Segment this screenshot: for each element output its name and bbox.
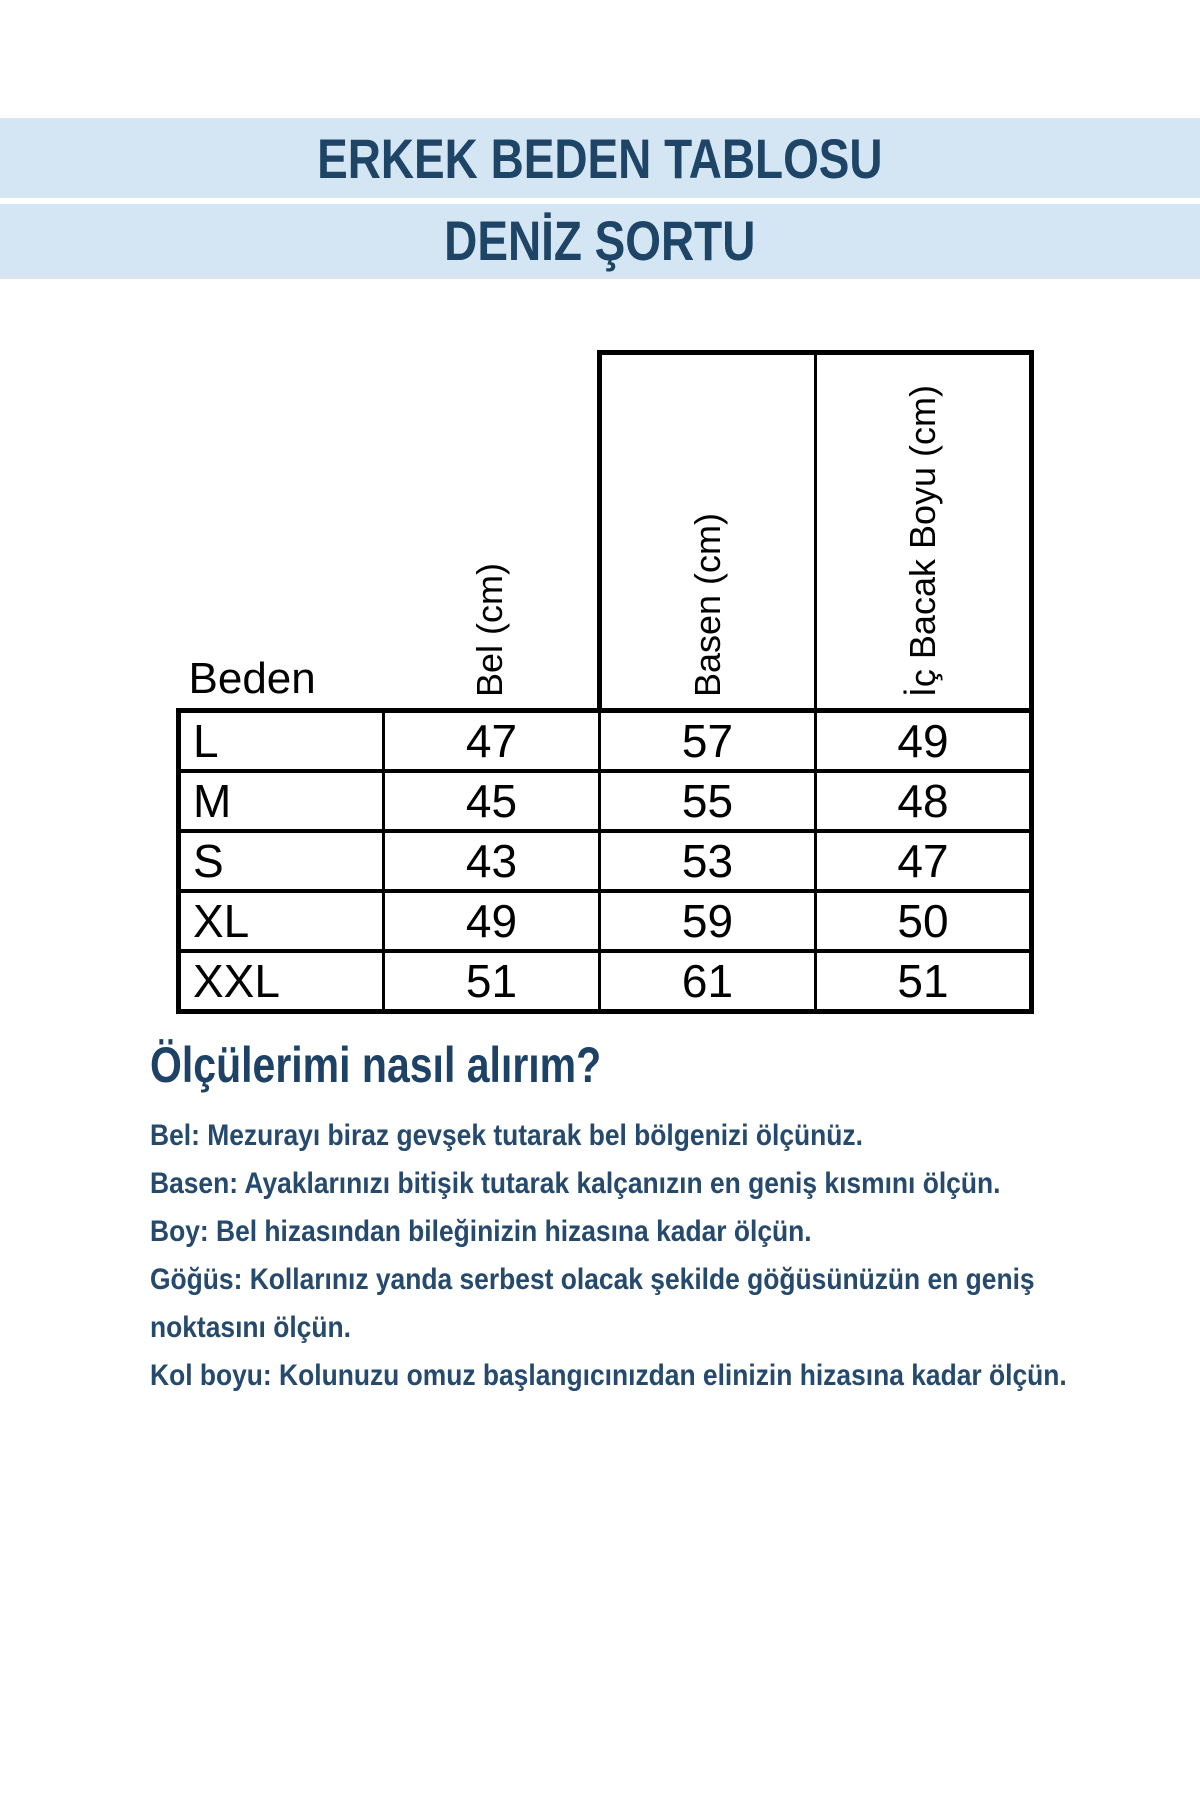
ic-bacak-value: 50 (816, 891, 1032, 951)
table-row-l (179, 711, 1032, 772)
instruction-line-kol-boyu: Kol boyu: Kolunuzu omuz başlangıcınızdan elinizin hizasına kadar ölçün. (150, 1359, 1067, 1392)
table-row-m (179, 771, 1032, 831)
size-label: L (179, 711, 384, 772)
instruction-line-gogus-cont: noktasını ölçün. (150, 1311, 351, 1344)
size-label: XXL (179, 951, 384, 1012)
size-label: S (179, 831, 384, 891)
instruction-line-bel: Bel: Mezurayı biraz gevşek tutarak bel bölgenizi ölçünüz. (150, 1119, 863, 1152)
basen-value: 61 (600, 951, 816, 1012)
bel-value: 45 (384, 771, 600, 831)
table-row-xl (179, 891, 1032, 951)
page-subtitle: DENİZ ŞORTU (444, 209, 756, 272)
size-table-header-row (179, 353, 1032, 711)
instruction-line-boy: Boy: Bel hizasından bileğinizin hizasına kadar ölçün. (150, 1215, 812, 1248)
column-label-basen: Basen (cm) (687, 512, 729, 697)
column-label-ic-bacak-boyu: İç Bacak Boyu (cm) (902, 384, 944, 697)
size-label: XL (179, 891, 384, 951)
size-table (176, 350, 1034, 1014)
instruction-line-gogus: Göğüs: Kollarınız yanda serbest olacak şekilde göğüsünüzün en geniş (150, 1263, 1035, 1296)
corner-label: Beden (188, 654, 316, 703)
bel-value: 43 (384, 831, 600, 891)
title-bar-secondary (0, 204, 1200, 279)
column-header-bel (384, 353, 600, 711)
basen-value: 53 (600, 831, 816, 891)
ic-bacak-value: 47 (816, 831, 1032, 891)
size-label: M (179, 771, 384, 831)
ic-bacak-value: 49 (816, 711, 1032, 772)
basen-value: 57 (600, 711, 816, 772)
table-row-s (179, 831, 1032, 891)
corner-header-beden (179, 353, 384, 711)
basen-value: 59 (600, 891, 816, 951)
instructions-heading: Ölçülerimi nasıl alırım? (150, 1037, 602, 1093)
column-label-bel: Bel (cm) (469, 563, 511, 697)
bel-value: 47 (384, 711, 600, 772)
ic-bacak-value: 51 (816, 951, 1032, 1012)
title-bar-primary (0, 118, 1200, 198)
column-header-basen (600, 353, 816, 711)
page-title: ERKEK BEDEN TABLOSU (317, 126, 883, 190)
bel-value: 51 (384, 951, 600, 1012)
ic-bacak-value: 48 (816, 771, 1032, 831)
bel-value: 49 (384, 891, 600, 951)
basen-value: 55 (600, 771, 816, 831)
measurement-instructions (150, 1036, 1150, 1400)
instruction-line-basen: Basen: Ayaklarınızı bitişik tutarak kalçanızın en geniş kısmını ölçün. (150, 1167, 1001, 1200)
table-row-xxl (179, 951, 1032, 1012)
column-header-ic-bacak-boyu (816, 353, 1032, 711)
